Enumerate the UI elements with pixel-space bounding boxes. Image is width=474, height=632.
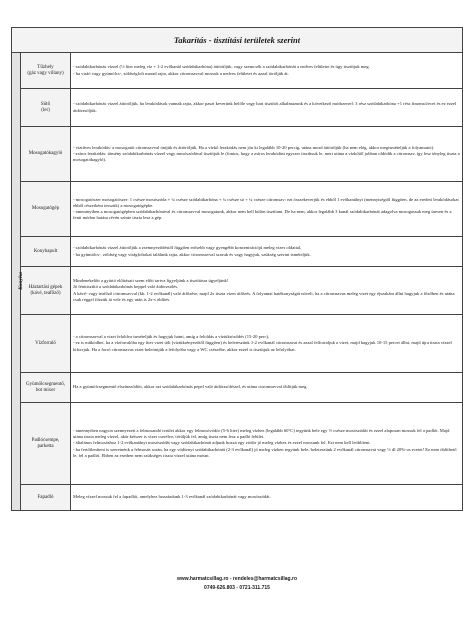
row-description: - szódabikarbónás vízzel (½ liter meleg víz + 1-2 evőkanál szódabikarbóna) áttörüljük, vagy szemcsék a szódabikarbónát a nedves felületre és úgy tisztítjuk meg. - ha viráó vagy gyümölcs-, zöldségfolt marad rajta, akkor citromsavval mossuk a nedves felületet és azzal töröljük át. <box>71 53 463 89</box>
table-row <box>12 127 463 182</box>
table-row <box>12 53 463 89</box>
row-label: Gyümölcsegmentő, bot mixer <box>21 373 71 403</box>
cleaning-table <box>11 27 463 511</box>
row-label: Padlócsempe, parketta <box>21 403 71 485</box>
row-label: Tűzhely (gáz vagy villany) <box>21 53 71 89</box>
table-row <box>12 315 463 373</box>
row-description: Meleg vízzel mossuk fel a fapadlót, amelyhez hozzáadunk 1-3 evőkanál szódabikarbónát vagy mosószódát. <box>71 485 463 511</box>
row-description: Ha a gyümölcsegmentő elszíneződött, akkor azt szódabikarbónás pepel való átdörzsöléssel, és utána citromsavval öblítjük meg. <box>71 373 463 403</box>
row-label: Vízforraló <box>21 315 71 373</box>
footer-contact-line: www.harmatcsillag.ro - rendeles@harmatcsillag.ro <box>176 576 297 582</box>
row-label: Konyhapult <box>21 237 71 267</box>
row-description: - szódabikarbónás vízzel áttöröljük, ha lerakódások vannak rajta, akkor paszt keverünk belőle vagy hari tisztítót alkalmazunk és a következő módszerrel: 3 rész szódabikarbóna +1 rész finomsó/ecet és ez ezzel átdörzsöljük. <box>71 89 463 127</box>
table-title-row <box>12 28 463 53</box>
table-title: Takarítás - tisztítási területek szerint <box>12 28 463 53</box>
section-label: Konyha <box>17 272 24 291</box>
row-label: Sütő (ler) <box>21 89 71 127</box>
row-description: Mindenekelőtt a gyártó előírásait szem előtt tartva figyeljünk a tisztításra ügyeljünk! Jó fénttisztító a szódabikarbónás keppel való átdörzsölés. A kávé- vagy teafőző citromsavval (kb. 1-2 evőkanál) való átfőzése, majd 2x tiszta vizes átfőzés. A folyamat hatékonyságát növeli, ha a citromsavas meleg vizet egy éjszakára állni hagyjuk a főzőben és utána csak reggel főzzük át vele és egy után is 2x-s öblítés. <box>71 267 463 315</box>
row-description: - amennyiben nagyon szennyezett a felmosandó terület akkor egy felmosóvödör (5-6 liter) meleg vízhez (legalább 60°C) tegyünk bele egy ½ csésze mosószódát és ezzel alaposan mossuk fel a padlót. Majd utána tiszta meleg vízzel, akár kétszer is vizet cserélve, törüljük fel, amíg tiszta nem lesz a padló felület. - általános felmosáshoz 1-2 evőkanálnyi mosószódát vagy szódabikarbónát adjunk hozzá egy vödör jó meleg vízhez és ezzel mossunk fel. Ezt nem kell leöblíteni. - ha fertőtleníteni is szeretnénk a felmosás során, ha egy vödörnyi szódabikarbónát (2-3 evőkanál) jó meleg vízben tegyünk bele, beleteszünk 2 evőkanál citromsavat vagy ½ dl 20%-os ecetet! Ez nem öblíthető le, fel a padlót. Ebben az esetben nem szükséges tiszta vízzel utána mosni. <box>71 403 463 485</box>
table-row <box>12 182 463 237</box>
table-row <box>12 403 463 485</box>
cleaning-table-page <box>11 27 463 511</box>
section-label-cell <box>12 53 24 511</box>
table-row <box>12 237 463 267</box>
row-description: - viztűves lerakódás: a mosogatót citromsavval öntjük és áttöröljük. Ha a vízkő lerakódás nem jön ki legalább 10-20 percig, utána mosd áttöröljük (ha nem elég, akkor megismételjük a folyamatot). - zsíros lerakódás: tömény szódabikarbónás vízzel vagy mosószódával tisztítjuk le (fontos, hogy a zsíros lerakódást egyszer tisztítsuk le, mert utána a vízkőtől jobban oldódik a citromsav, így lesz tényleg tiszta a mosogatókagyló). <box>71 127 463 182</box>
row-label: Háztartási gépek (kávé, teafőző) <box>21 267 71 315</box>
row-description: - szódabikarbónás vízzel áttöröljük a zsemnyeződéstől függően erősebb vagy gyengébb koncentrációjú meleg vizes oldattal, - ha gyümölcs-, zöldség vagy virágfoltokat találunk rajta, akkor citromsavval szoruk és vagy hagyjuk, szükség szerint ismételjük. <box>71 237 463 267</box>
table-row <box>12 373 463 403</box>
row-description: - mosogatószer mosogatószer: 1 csésze mosószóda + ¼ csésze szódabikarbóna + ¼ csésze só + ¼ csésze citromsav; ezt összekeverjük és ebből 1 evőkanálnyi (mennyiségtől függően, de az eredeti lerakódásokat ebből részeiként tesszük) a mosogatógépbe. - ameninyiben a mosogatógépben szódabikarbónával és citromsavval mosogatunk, akkor nem kell külön tisztítani. De ha nem, akkor legalább 3 kanál szódabikarbónát adagolva mosogassuk meg üresen és a fenti módon hatása révén szinte tiszta lesz a gép. <box>71 182 463 237</box>
footer-phone-line: 0749-626.803 - 0721-311.715 <box>204 585 270 591</box>
table-row <box>12 89 463 127</box>
row-description: - a citromsavval a vizet feloldva ismételjük és hagyjuk hatni, amíg a feloldás a víztükröződés (15-20 perc), - ez is működhet, ha a vízforralóba egy liter vizet tölt (víztükrényezőtől függően) és beleteszünk 1-2 evőkanál citromsavat és azzal felforraljuk a vizet, majd hagyjuk 10-15 percet állni, majd újra tiszta vízzel kiforrjuk. Ha a forró citromsavas vizet beleöntjük a lefolyóba vagy a WC csészébe, akkor ezzel is tisztítjuk az lefolyókat. <box>71 315 463 373</box>
row-label: Mosogatókagyló <box>21 127 71 182</box>
table-row <box>12 485 463 511</box>
table-row <box>12 267 463 315</box>
row-label: Fapadló <box>21 485 71 511</box>
row-label: Mosogatógép <box>21 182 71 237</box>
